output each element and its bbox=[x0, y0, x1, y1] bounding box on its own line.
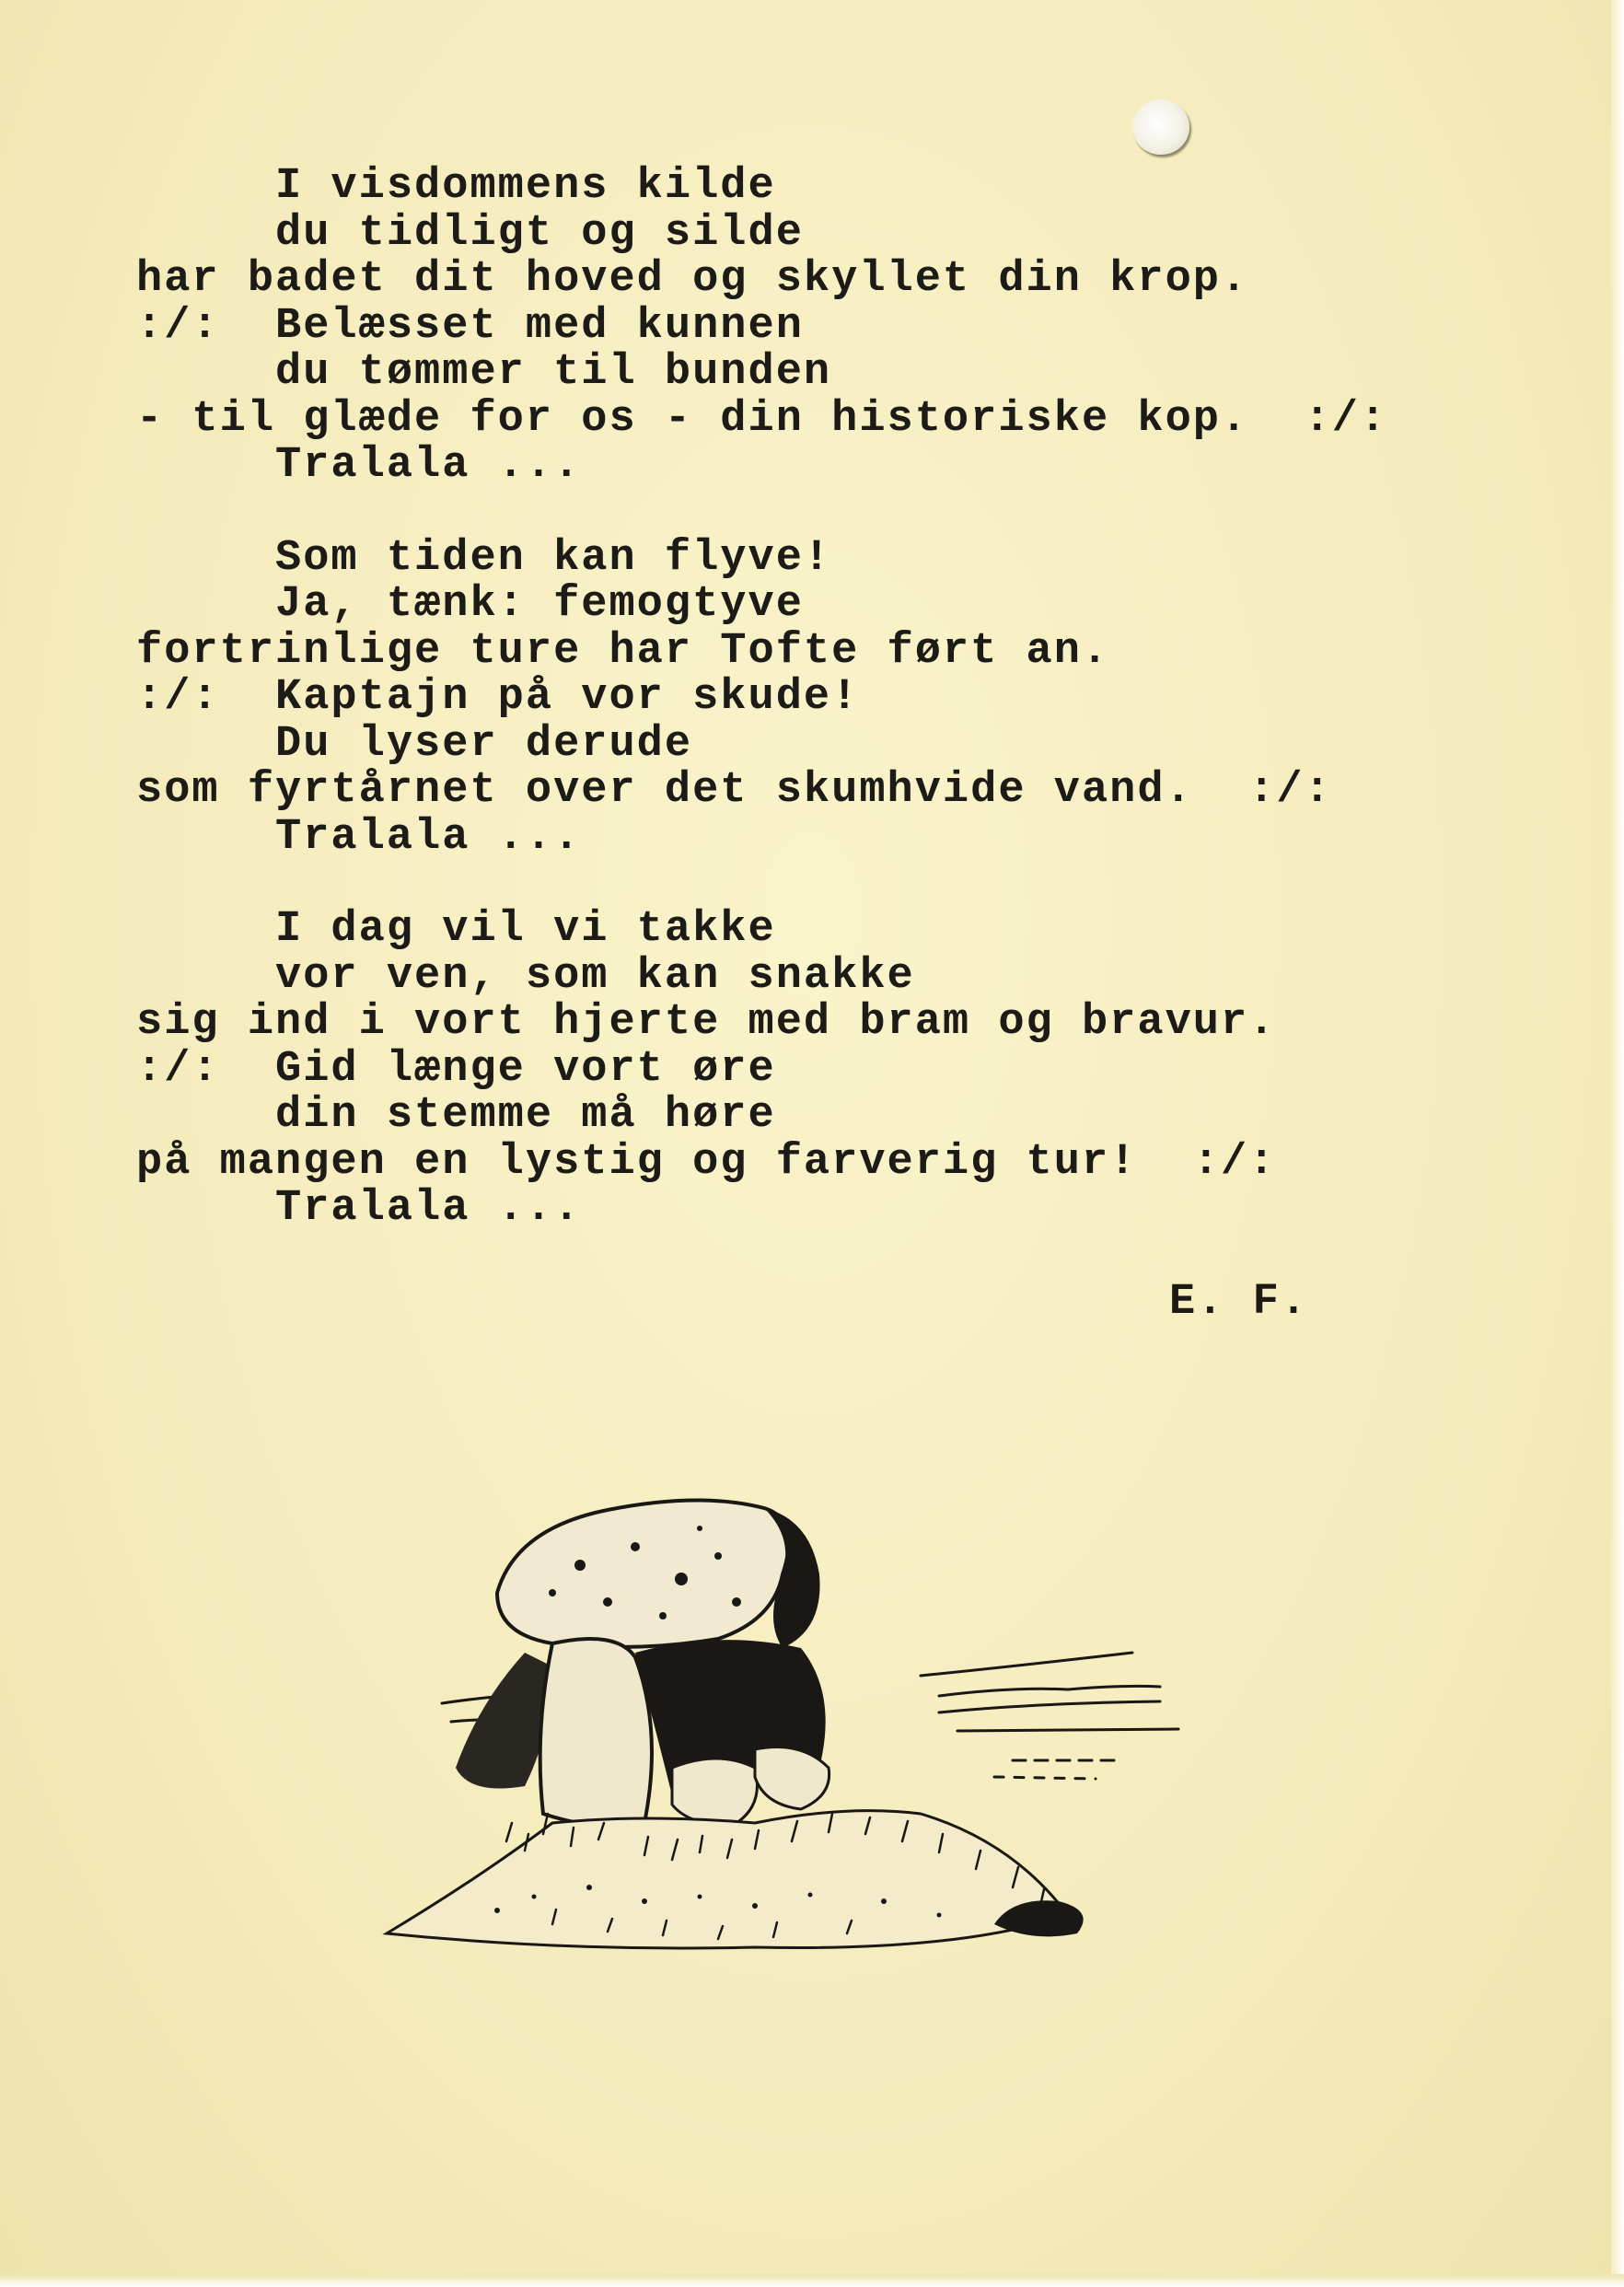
poem-line: Tralala ... bbox=[136, 1184, 582, 1233]
page-edge-bottom bbox=[0, 2274, 1624, 2287]
poem bbox=[136, 164, 1462, 1279]
stanza-2 bbox=[136, 533, 1462, 862]
stanza-3 bbox=[136, 907, 1462, 1233]
poem-line: :/: Belæsset med kunnen bbox=[136, 301, 804, 351]
signature: E. F. bbox=[1169, 1278, 1309, 1327]
punch-hole bbox=[1132, 99, 1189, 155]
poem-line: Tralala ... bbox=[136, 441, 582, 490]
poem-line: din stemme må høre bbox=[136, 1091, 776, 1140]
poem-line: Du lyser derude bbox=[136, 719, 693, 769]
poem-line: på mangen en lystig og farverig tur! :/: bbox=[136, 1137, 1277, 1187]
stanza-1 bbox=[136, 164, 1462, 490]
poem-line: Som tiden kan flyve! bbox=[136, 533, 832, 583]
poem-line: du tømmer til bunden bbox=[136, 348, 832, 397]
poem-line: du tidligt og silde bbox=[136, 208, 804, 258]
poem-line: Tralala ... bbox=[136, 812, 582, 862]
poem-line: I visdommens kilde bbox=[136, 162, 776, 211]
dolmen-drawing-icon bbox=[368, 1492, 1270, 1970]
poem-line: Ja, tænk: femogtyve bbox=[136, 580, 804, 629]
page-edge-right bbox=[1611, 0, 1624, 2287]
poem-line: har badet dit hoved og skyllet din krop. bbox=[136, 255, 1249, 304]
poem-line: I dag vil vi takke bbox=[136, 905, 776, 954]
poem-line: vor ven, som kan snakke bbox=[136, 951, 915, 1001]
poem-line: som fyrtårnet over det skumhvide vand. :/: bbox=[136, 766, 1332, 815]
poem-line: :/: Kaptajn på vor skude! bbox=[136, 673, 860, 722]
poem-line: fortrinlige ture har Tofte ført an. bbox=[136, 626, 1110, 676]
poem-line: - til glæde for os - din historiske kop. :/: bbox=[136, 394, 1388, 444]
poem-line: :/: Gid længe vort øre bbox=[136, 1044, 776, 1094]
poem-line: sig ind i vort hjerte med bram og bravur. bbox=[136, 998, 1277, 1047]
